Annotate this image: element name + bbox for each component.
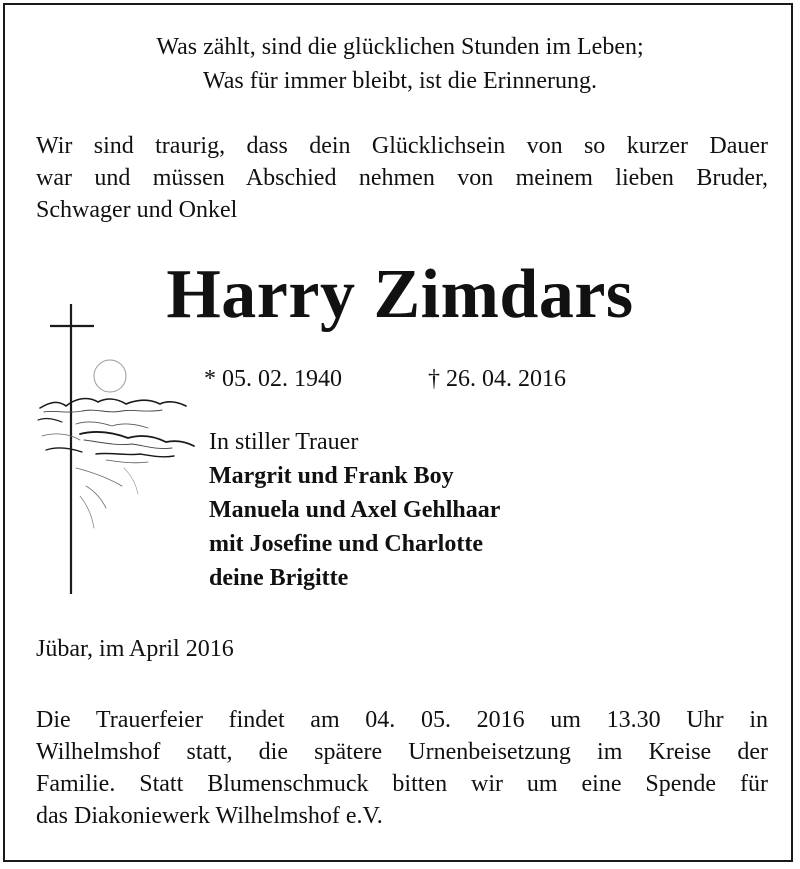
closing-line-2: Wilhelmshof statt, die spätere Urnenbeisetzung im Kreise der [36, 739, 768, 765]
mourners-intro: In stiller Trauer [209, 429, 359, 455]
intro-line-3: Schwager und Onkel [36, 197, 238, 223]
intro-line-2: war und müssen Abschied nehmen von meinem lieben Bruder, [36, 165, 768, 191]
motto-line-2: Was für immer bleibt, ist die Erinnerung. [203, 68, 597, 94]
mourner-line-3: mit Josefine und Charlotte [209, 531, 483, 557]
sun-icon [94, 360, 126, 392]
mourners-block [209, 425, 500, 595]
closing-line-1: Die Trauerfeier findet am 04. 05. 2016 um 13.30 Uhr in [36, 707, 768, 733]
birth-date: * 05. 02. 1940 [204, 366, 342, 392]
closing-line-4: das Diakoniewerk Wilhelmshof e.V. [36, 803, 383, 829]
intro-line-1: Wir sind traurig, dass dein Glücklichsein von so kurzer Dauer [36, 133, 768, 159]
mourner-line-1: Margrit und Frank Boy [209, 463, 454, 489]
deceased-name-text: Harry Zimdars [166, 256, 634, 333]
landscape-icon [38, 399, 194, 528]
place-date: Jübar, im April 2016 [36, 636, 234, 662]
motto-line-1: Was zählt, sind die glücklichen Stunden im Leben; [156, 34, 644, 60]
mourner-line-4: deine Brigitte [209, 565, 349, 591]
closing-line-3: Familie. Statt Blumenschmuck bitten wir um eine Spende für [36, 771, 768, 797]
cross-landscape-icon [36, 296, 206, 606]
death-date: † 26. 04. 2016 [428, 366, 566, 392]
mourner-line-2: Manuela und Axel Gehlhaar [209, 497, 501, 523]
